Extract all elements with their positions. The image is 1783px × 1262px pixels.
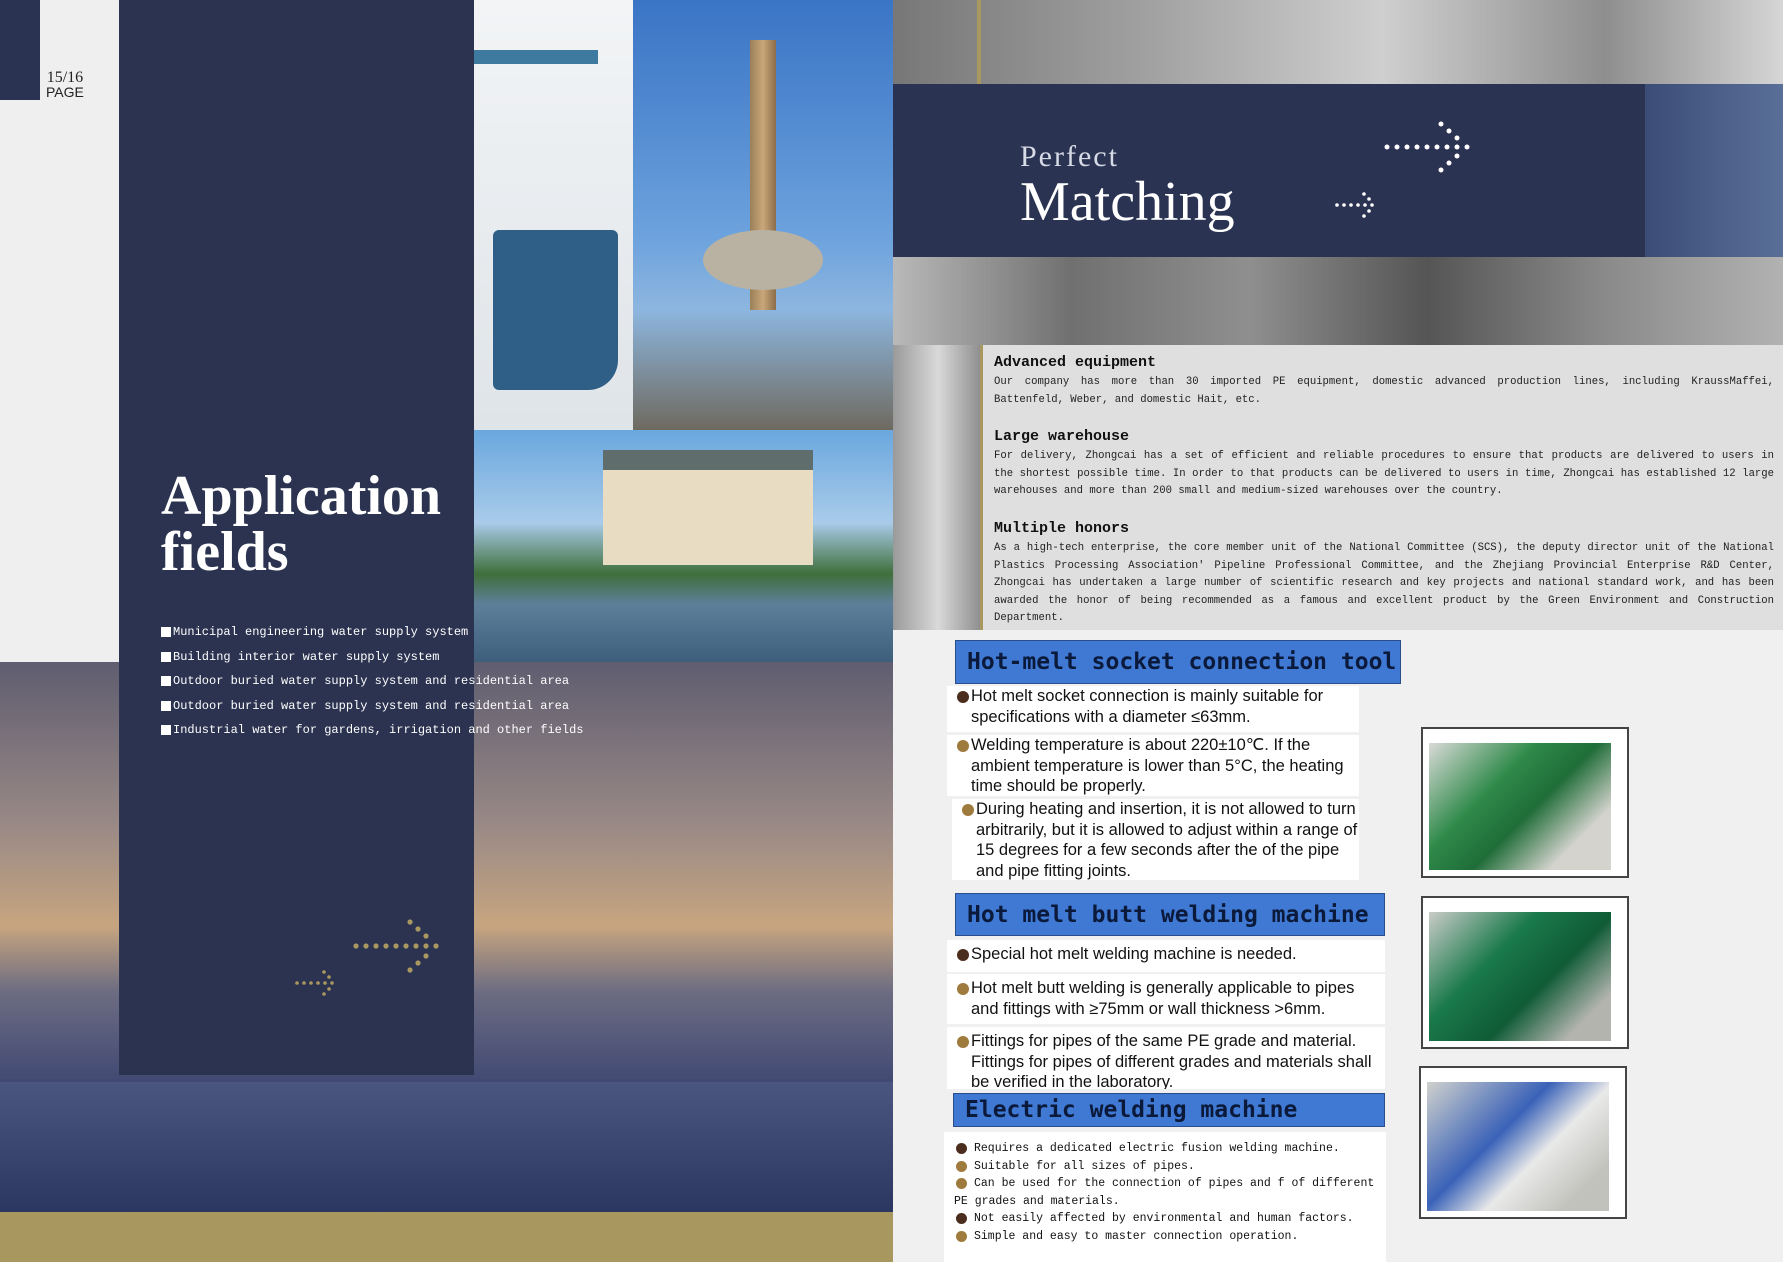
list-item: Hot melt socket connection is mainly suitable for specifications with a diameter ≤63mm. <box>947 686 1359 732</box>
list-item: Outdoor buried water supply system and residential area <box>161 694 583 719</box>
feature-text: For delivery, Zhongcai has a set of efficient and reliable procedures to ensure that products are delivered to users in the shortest possible time. In order to that products can be delivered to users in time, Zhongcai has established 12 large warehouses and more than 200 small and medium-sized warehouses over the country. <box>994 450 1774 497</box>
banner-title: Matching <box>1020 171 1235 233</box>
bullet-dot-icon <box>957 949 969 961</box>
list-item: Can be used for the connection of pipes and f of different PE grades and materials. <box>954 1177 1375 1208</box>
bullet-dot-icon <box>956 1231 967 1242</box>
bullet-dot-icon <box>956 1213 967 1224</box>
bullet-dot-icon <box>956 1143 967 1154</box>
dotted-arrow-small-icon <box>294 968 342 998</box>
electric-welding-machine-photo <box>1419 1066 1627 1219</box>
bullet-dot-icon <box>956 1178 967 1189</box>
dotted-arrow-icon <box>1383 118 1473 176</box>
socket-tool-header: Hot-melt socket connection tool <box>955 640 1401 684</box>
list-item: Suitable for all sizes of pipes. <box>944 1158 1386 1176</box>
list-item: Welding temperature is about 220±10℃. If the ambient temperature is lower than 5°C, the heating time should be properly. <box>947 735 1359 796</box>
gold-divider-line <box>980 345 983 630</box>
bullet-dot-icon <box>957 691 969 703</box>
butt-welding-machine-photo <box>1421 896 1629 1049</box>
matching-banner <box>893 84 1645 257</box>
list-item: Fittings for pipes of the same PE grade and material. Fittings for pipes of different grades and materials shall be verified in the laboratory. <box>947 1027 1385 1089</box>
feature-title: Multiple honors <box>994 520 1130 537</box>
list-item: Industrial water for gardens, irrigation and other fields <box>161 718 583 743</box>
banner-accent <box>1645 84 1783 257</box>
list-item: Special hot melt welding machine is needed. <box>947 940 1385 972</box>
application-list <box>161 620 583 743</box>
page-number <box>46 70 84 100</box>
feature-title: Advanced equipment <box>994 354 1157 371</box>
page-number-label: PAGE <box>46 84 84 100</box>
machine-photo-side <box>893 345 983 630</box>
list-item: Not easily affected by environmental and human factors. <box>944 1210 1386 1228</box>
feature-title: Large warehouse <box>994 428 1130 445</box>
butt-welding-header: Hot melt butt welding machine <box>955 893 1385 936</box>
bullet-dot-icon <box>962 804 974 816</box>
page-number-value: 15/16 <box>46 69 84 86</box>
machine-photo-top <box>893 0 1783 88</box>
fountain-column-photo <box>633 0 893 430</box>
corner-tab <box>0 0 40 100</box>
dotted-arrow-small-icon <box>1334 190 1382 220</box>
list-item: Requires a dedicated electric fusion welding machine. <box>944 1132 1386 1158</box>
list-item: Hot melt butt welding is generally applicable to pipes and fittings with ≥75mm or wall thickness >6mm. <box>947 974 1385 1024</box>
list-item: Municipal engineering water supply system <box>161 620 583 645</box>
square-bullet-icon <box>161 652 171 662</box>
list-item: Outdoor buried water supply system and residential area <box>161 669 583 694</box>
bullet-dot-icon <box>957 740 969 752</box>
square-bullet-icon <box>161 676 171 686</box>
application-title: Application fields <box>161 465 442 583</box>
dotted-arrow-icon <box>352 916 444 976</box>
banner-subtitle: Perfect <box>1020 140 1119 173</box>
square-bullet-icon <box>161 627 171 637</box>
socket-tool-photo <box>1421 727 1629 878</box>
square-bullet-icon <box>161 725 171 735</box>
electric-welding-list <box>944 1132 1386 1262</box>
bullet-dot-icon <box>957 1036 969 1048</box>
machine-photo-middle <box>893 257 1783 345</box>
bathroom-photo <box>473 0 633 430</box>
square-bullet-icon <box>161 701 171 711</box>
electric-welding-header: Electric welding machine <box>953 1093 1385 1127</box>
list-item: During heating and insertion, it is not allowed to turn arbitrarily, but it is allowed to adjust within a range of 15 degrees for a few seconds after the of the pipe and pipe fitting joints. <box>952 799 1359 880</box>
bullet-dot-icon <box>956 1161 967 1172</box>
list-item: Simple and easy to master connection operation. <box>944 1228 1386 1246</box>
gold-footer-bar <box>0 1212 893 1262</box>
list-item: Building interior water supply system <box>161 645 583 670</box>
feature-text: Our company has more than 30 imported PE equipment, domestic advanced production lines, including KraussMaffei, Battenfeld, Weber, and domestic Hait, etc. <box>994 376 1774 406</box>
gold-divider-line <box>977 0 981 88</box>
feature-text: As a high-tech enterprise, the core member unit of the National Committee (SCS), the deputy director unit of the National Plastics Processing Association' Pipeline Professional Committee, and the Zhejiang Provincial Enterprise R&D Center, Zhongcai has undertaken a large number of scientific research and key projects and national standard work, and has been awarded the honor of being recommended as a famous and excellent product by the Green Environment and Construction Department. <box>994 542 1774 624</box>
bullet-dot-icon <box>957 983 969 995</box>
